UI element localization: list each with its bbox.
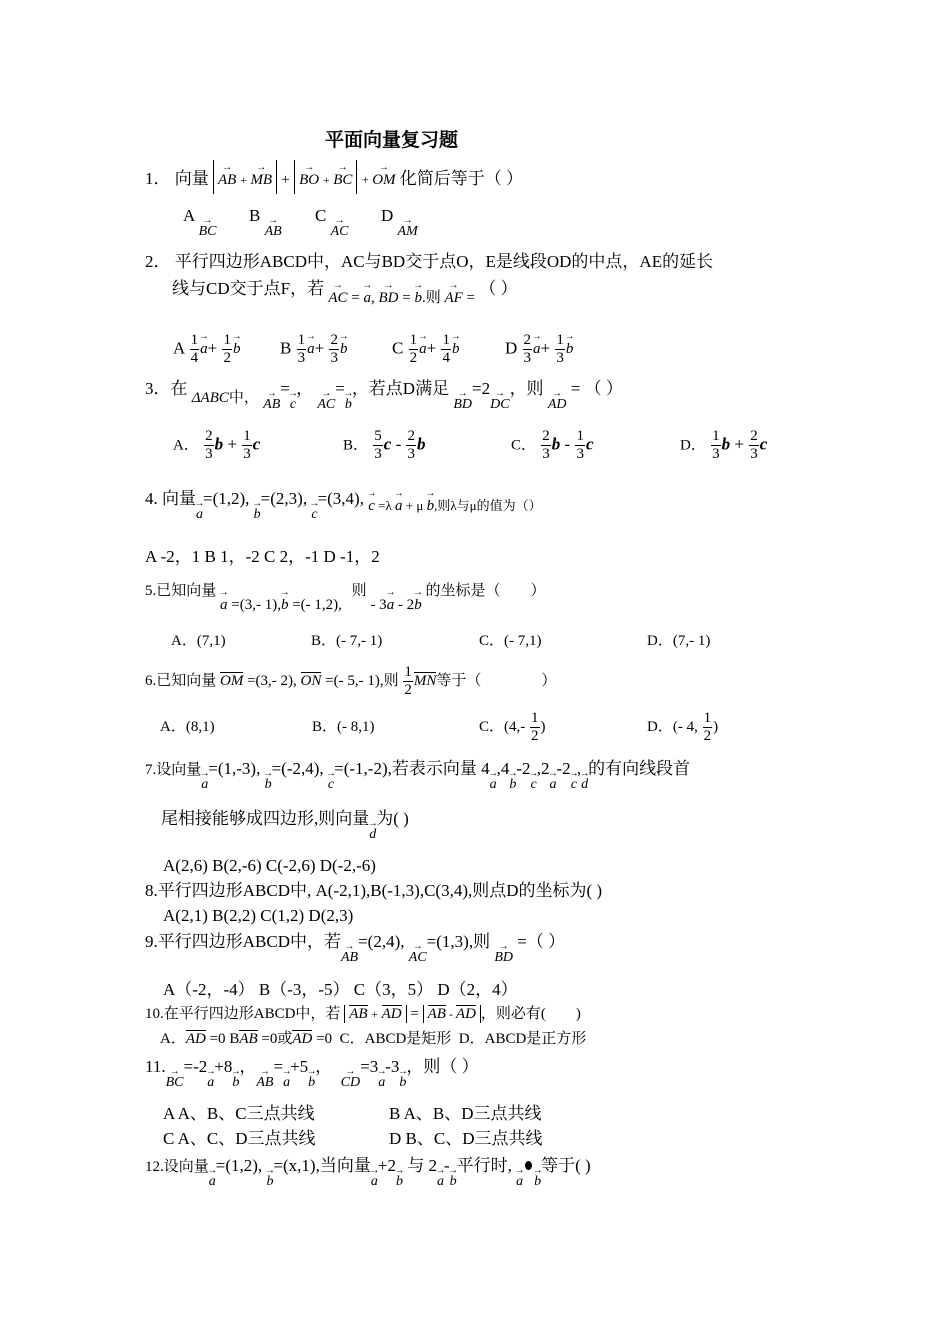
q5-option-d: D．(7,- 1) xyxy=(647,633,711,649)
question-2-line-2: 线与CD交于点F，若 → AC = → a, → BD = → b.则 → AF = （ ） xyxy=(172,278,518,309)
q11-option-d: D B、C、D三点共线 xyxy=(389,1129,543,1148)
question-9: 9.平行四边形ABCD中，若→ AB=(2,4), → AC=(1,3),则 → BD =（ ） xyxy=(145,931,565,965)
question-1: 1． 向量 → AB + → MB + → BO + → BC + → OM 化简后等于（ ） xyxy=(145,160,523,194)
q6-option-c: C．(4,- $\frac{1}{2}$ ) xyxy=(479,710,546,744)
q1-suffix: 化简后等于（ ） xyxy=(399,169,524,188)
q11-options-row-1 xyxy=(163,1103,542,1125)
question-12: 12.设向量→ a=(1,2), → b=(x,1),当向量→ a+2→ b 与 2→ a-→ b平行时, → a→ b等于( ) xyxy=(145,1155,591,1189)
q2-options xyxy=(173,332,573,367)
q5-option-b: B．(- 7,- 1) xyxy=(311,633,383,649)
q11-option-c: C A、C、D三点共线 xyxy=(163,1129,316,1148)
q3-option-a: A． $\frac{2}{3}$ b + $\frac{1}{3}$ c xyxy=(173,428,261,462)
question-11: 11.→ BC=-2→ a+8→ b，→ AB=→ a+5→ b， → CD=3→ a-3→ b，则（ ） xyxy=(145,1056,479,1090)
question-6: 6.已知向量 OM =(3,- 2), ON =(- 5,- 1),则 $\frac{1}{2}$ MN等于（ ） xyxy=(145,664,557,698)
dot-product-icon xyxy=(525,1161,532,1170)
q1-abs-2: → BO + → BC xyxy=(294,160,357,194)
q1-option-b: B → AB xyxy=(249,205,315,239)
q2-condition: → AC = → a, → BD = → b.则 → AF = xyxy=(328,290,475,306)
question-7-line-2: 尾相接能够成四边形,则向量→ d为( ) xyxy=(161,808,409,842)
q2-option-a: A $\frac{1}{4}$ → a+ $\frac{1}{2}$ → b xyxy=(173,332,280,367)
q1-option-a: A → BC xyxy=(183,205,249,239)
question-3: 3．在 ΔABC中， → AB=→ c， → AC=→ b，若点D满足 → BD=2→ DC，则 → AD = （ ） xyxy=(145,378,623,412)
q11-option-b: B A、B、D三点共线 xyxy=(389,1104,542,1123)
q4-options: A -2，1 B 1，-2 C 2，-1 D -1，2 xyxy=(145,547,380,566)
q1-options xyxy=(183,205,447,239)
q3-option-d: D． $\frac{1}{3}$ b + $\frac{2}{3}$ c xyxy=(680,428,768,462)
question-7-line-1: 7.设向量→ a=(1,-3), → b=(-2,4), → c=(-1,-2),若表示向量 4→ a,4→ b-2→ c,2→ a-2→ c,→ d的有向线段首 xyxy=(145,758,690,792)
q5-option-c: C．(- 7,1) xyxy=(479,633,542,649)
q10-options: A．AD =0 BAB =0或AD =0 C．ABCD是矩形 D．ABCD是正方形 xyxy=(160,1031,587,1047)
q5-options xyxy=(171,630,710,652)
q2-option-c: C $\frac{1}{2}$ → a+ $\frac{1}{4}$ → b xyxy=(392,332,505,367)
question-2-line-1: 2． 平行四边形ABCD中，AC与BD交于点O，E是线段OD的中点，AE的延长 xyxy=(145,252,714,271)
q1-option-d: D → AM xyxy=(381,205,447,239)
q3-option-c: C． $\frac{2}{3}$ b - $\frac{1}{3}$ c xyxy=(511,428,594,462)
question-5: 5.已知向量 → a =(3,- 1),→ b =(- 1,2), 则 - 3→ a - 2→ b 的坐标是（ ） xyxy=(145,580,545,616)
q7-options: A(2,6) B(2,-6) C(-2,6) D(-2,-6) xyxy=(163,856,376,875)
q3-options xyxy=(173,428,767,463)
q5-option-a: A．(7,1) xyxy=(171,633,226,649)
q2-option-d: D $\frac{2}{3}$ → a+ $\frac{1}{3}$ → b xyxy=(505,332,573,367)
question-4: 4. 向量→ a=(1,2), → b=(2,3), → c=(3,4), → $_{c =\lambda \to a + \mu \to b,则\lambda 与\mu 的值为()}$ xyxy=(145,488,542,522)
q1-number: 1． xyxy=(145,169,171,188)
q11-option-a: A A、B、C三点共线 xyxy=(163,1104,315,1123)
q1-option-c: C → AC xyxy=(315,205,381,239)
q3-option-b: B． $\frac{5}{3}$ c - $\frac{2}{3}$ b xyxy=(343,428,426,462)
q2-option-b: B $\frac{1}{3}$ → a+ $\frac{2}{3}$ → b xyxy=(280,332,392,367)
q11-options-row-2 xyxy=(163,1128,542,1150)
q6-option-a: A．(8,1) xyxy=(160,718,215,735)
q8-options: A(2,1) B(2,2) C(1,2) D(2,3) xyxy=(163,906,354,925)
q1-abs-1: → AB + → MB xyxy=(213,160,277,194)
q9-options: A（-2，-4） B（-3，-5） C（3，5） D（2，4） xyxy=(163,980,518,999)
q1-prefix: 向量 xyxy=(174,169,209,188)
question-8: 8.平行四边形ABCD中, A(-2,1),B(-1,3),C(3,4),则点D的坐标为( ) xyxy=(145,881,603,900)
page-title: 平面向量复习题 xyxy=(325,130,459,151)
q6-options xyxy=(160,710,718,745)
q6-option-d: D．(- 4, $\frac{1}{2}$ ) xyxy=(647,710,719,744)
question-10: 10.在平行四边形ABCD中，若 AB + AD = AB - AD ，则必有( ) xyxy=(145,1006,581,1022)
q6-option-b: B．(- 8,1) xyxy=(312,718,375,735)
